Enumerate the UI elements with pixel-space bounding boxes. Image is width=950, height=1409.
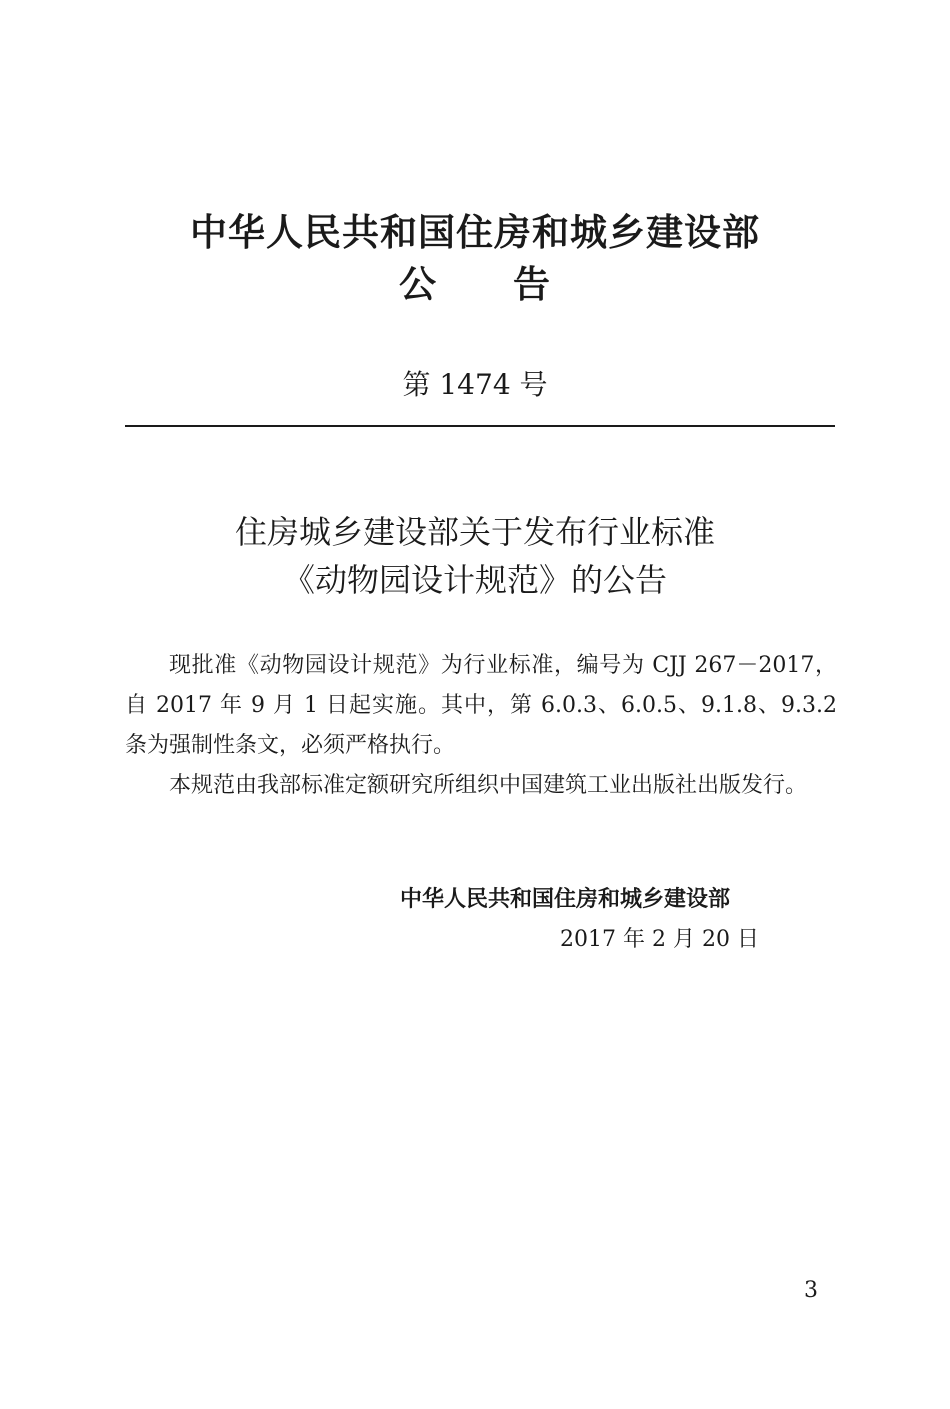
body-text: [125, 646, 837, 806]
page-number: 3: [804, 1278, 818, 1303]
body-paragraph-1: 现批准《动物园设计规范》为行业标准，编号为 CJJ 267－2017，自 2017 年 9 月 1 日起实施。其中，第 6.0.3、6.0.5、9.1.8、9.3.2 条为强制性条文，必须严格执行。: [125, 653, 837, 758]
body-paragraph-2: 本规范由我部标准定额研究所组织中国建筑工业出版社出版发行。: [169, 773, 808, 798]
notice-number: 第 1474 号: [402, 368, 548, 401]
notice-label: 公 告: [399, 263, 551, 306]
header-divider: [125, 425, 835, 427]
document-title: [0, 508, 950, 604]
signature-date: 2017 年 2 月 20 日: [560, 927, 759, 952]
issuer-heading: 中华人民共和国住房和城乡建设部: [190, 211, 760, 254]
signature-org: 中华人民共和国住房和城乡建设部: [400, 887, 731, 912]
document-title-line-2: 《动物园设计规范》的公告: [282, 561, 667, 599]
document-title-line-1: 住房城乡建设部关于发布行业标准: [234, 513, 715, 551]
